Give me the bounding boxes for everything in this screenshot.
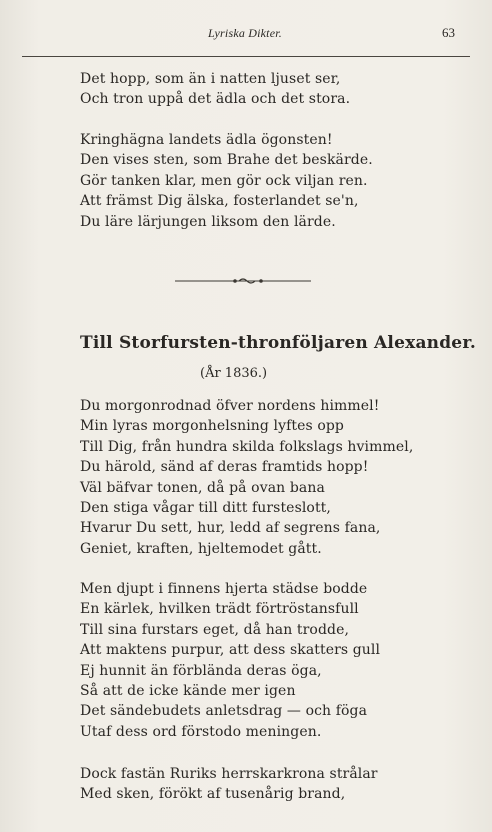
verse-line: Till sina furstars eget, då han trodde, [80,621,350,638]
verse-line: Till Dig, från hundra skilda folkslags hvimmel, [80,438,414,455]
verse-line: Utaf dess ord förstodo meningen. [80,723,322,740]
verse-line: Väl bäfvar tonen, då på ovan bana [80,479,325,496]
poem-title: Till Storfursten-thronföljaren Alexander. [80,333,477,353]
verse-line: En kärlek, hvilken trädt förtröstansfull [80,601,359,618]
verse-line: Men djupt i finnens hjerta städse bodde [80,581,368,597]
verse-line: Med sken, förökt af tusenårig brand, [80,786,346,803]
stanza-top-1 [80,69,350,110]
verse-line: Du morgonrodnad öfver nordens himmel! [80,398,380,414]
poem-stanza-1 [80,396,413,559]
verse-line: Du härold, sänd af deras framtids hopp! [80,459,369,476]
header-rule [22,56,470,57]
verse-line: Gör tanken klar, men gör ock viljan ren. [80,172,368,189]
verse-line: Att främst Dig älska, fosterlandet se'n, [80,193,359,210]
verse-line: Den stiga vågar till ditt fursteslott, [80,500,331,517]
verse-line: Det hopp, som än i natten ljuset ser, [80,71,341,87]
verse-line: Geniet, kraften, hjeltemodet gått. [80,540,322,557]
verse-line: Och tron uppå det ädla och det stora. [80,91,351,108]
poem-stanza-3 [80,764,378,805]
poem-date: (År 1836.) [200,366,268,381]
verse-line: Så att de icke kände mer igen [80,683,296,700]
verse-line: Kringhägna landets ädla ögonsten! [80,132,333,148]
page-header [0,26,492,46]
verse-line: Du läre lärjungen liksom den lärde. [80,213,336,230]
running-title: Lyriska Dikter. [208,26,282,40]
page-number: 63 [442,25,455,40]
verse-line: Ej hunnit än förblända deras öga, [80,662,322,679]
verse-line: Det sändebudets anletsdrag — och föga [80,703,368,720]
poem-stanza-2 [80,579,380,742]
verse-line: Dock fastän Ruriks herrskarkrona strålar [80,766,378,782]
decorative-rule-ornament-icon [175,276,311,286]
verse-line: Den vises sten, som Brahe det beskärde. [80,152,373,169]
verse-line: Min lyras morgonhelsning lyftes opp [80,418,344,435]
verse-line: Hvarur Du sett, hur, ledd af segrens fana, [80,520,381,537]
verse-line: Att maktens purpur, att dess skatters gull [80,642,381,659]
stanza-top-2 [80,130,373,232]
